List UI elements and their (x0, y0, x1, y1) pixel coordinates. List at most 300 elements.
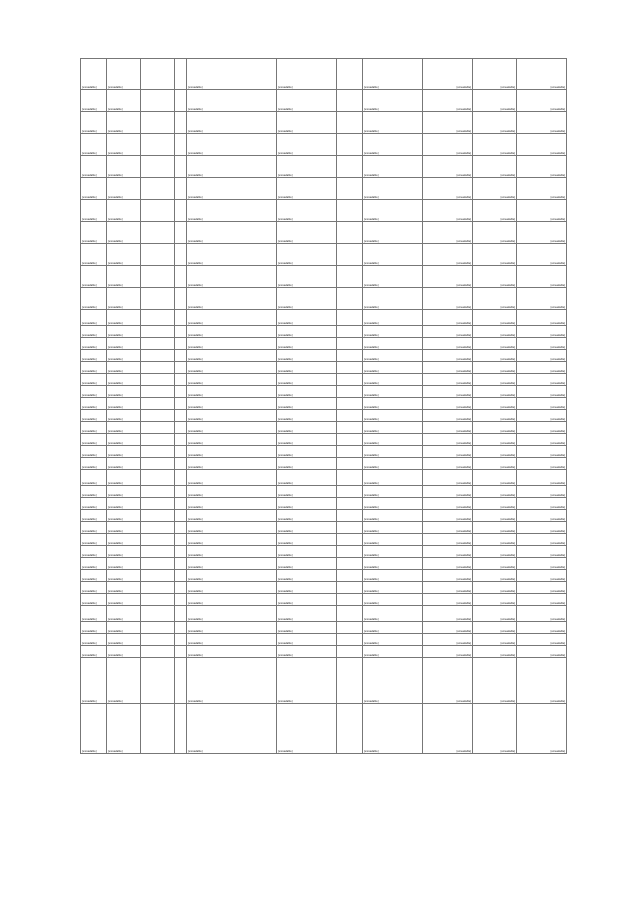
row-id: [unreadable] (81, 558, 107, 570)
row-id: [unreadable] (81, 534, 107, 546)
area: [unreadable] (423, 658, 473, 704)
sum: [unreadable] (517, 534, 567, 546)
rate: [unreadable] (473, 266, 517, 288)
table-row (81, 486, 567, 498)
row-id: [unreadable] (81, 90, 107, 112)
area: [unreadable] (423, 244, 473, 266)
empty-cell (337, 112, 363, 134)
empty-cell (337, 510, 363, 522)
empty-cell (175, 510, 187, 522)
empty-cell (175, 606, 187, 622)
empty-cell (141, 156, 175, 178)
rate: [unreadable] (473, 594, 517, 606)
row-id: [unreadable] (81, 410, 107, 422)
empty-cell (175, 634, 187, 646)
area: [unreadable] (423, 410, 473, 422)
sum: [unreadable] (517, 200, 567, 222)
land-category: [unreadable] (277, 59, 337, 90)
rate: [unreadable] (473, 546, 517, 558)
table-row (81, 338, 567, 350)
address: [unreadable] (187, 622, 277, 634)
address: [unreadable] (187, 244, 277, 266)
rate: [unreadable] (473, 582, 517, 594)
table-row (81, 374, 567, 386)
row-id: [unreadable] (81, 266, 107, 288)
cadastral-number: [unreadable] (107, 646, 141, 658)
row-id: [unreadable] (81, 470, 107, 486)
sum: [unreadable] (517, 326, 567, 338)
empty-cell (141, 570, 175, 582)
row-id: [unreadable] (81, 222, 107, 244)
rate: [unreadable] (473, 486, 517, 498)
row-id: [unreadable] (81, 326, 107, 338)
permitted-use: [unreadable] (363, 59, 423, 90)
row-id: [unreadable] (81, 244, 107, 266)
table-row (81, 288, 567, 310)
empty-cell (141, 498, 175, 510)
cadastral-number: [unreadable] (107, 398, 141, 410)
cadastral-number: [unreadable] (107, 606, 141, 622)
empty-cell (337, 244, 363, 266)
address: [unreadable] (187, 704, 277, 754)
sum: [unreadable] (517, 594, 567, 606)
cadastral-number: [unreadable] (107, 156, 141, 178)
sum: [unreadable] (517, 266, 567, 288)
empty-cell (337, 134, 363, 156)
empty-cell (175, 658, 187, 704)
empty-cell (175, 558, 187, 570)
permitted-use: [unreadable] (363, 570, 423, 582)
sum: [unreadable] (517, 458, 567, 470)
row-id: [unreadable] (81, 200, 107, 222)
land-category: [unreadable] (277, 410, 337, 422)
area: [unreadable] (423, 498, 473, 510)
row-id: [unreadable] (81, 338, 107, 350)
empty-cell (141, 510, 175, 522)
permitted-use: [unreadable] (363, 134, 423, 156)
land-category: [unreadable] (277, 350, 337, 362)
table-row (81, 704, 567, 754)
empty-cell (175, 534, 187, 546)
row-id: [unreadable] (81, 486, 107, 498)
row-id: [unreadable] (81, 374, 107, 386)
land-category: [unreadable] (277, 634, 337, 646)
rate: [unreadable] (473, 362, 517, 374)
empty-cell (337, 410, 363, 422)
cadastral-number: [unreadable] (107, 386, 141, 398)
rate: [unreadable] (473, 222, 517, 244)
permitted-use: [unreadable] (363, 606, 423, 622)
empty-cell (175, 398, 187, 410)
rate: [unreadable] (473, 398, 517, 410)
cadastral-number: [unreadable] (107, 59, 141, 90)
address: [unreadable] (187, 434, 277, 446)
sum: [unreadable] (517, 59, 567, 90)
cadastral-number: [unreadable] (107, 658, 141, 704)
rate: [unreadable] (473, 326, 517, 338)
sum: [unreadable] (517, 582, 567, 594)
row-id: [unreadable] (81, 59, 107, 90)
empty-cell (337, 606, 363, 622)
empty-cell (141, 434, 175, 446)
area: [unreadable] (423, 582, 473, 594)
area: [unreadable] (423, 594, 473, 606)
address: [unreadable] (187, 458, 277, 470)
empty-cell (141, 326, 175, 338)
table-row (81, 222, 567, 244)
empty-cell (175, 156, 187, 178)
table-row (81, 594, 567, 606)
area: [unreadable] (423, 570, 473, 582)
empty-cell (337, 546, 363, 558)
empty-cell (141, 178, 175, 200)
area: [unreadable] (423, 458, 473, 470)
address: [unreadable] (187, 634, 277, 646)
empty-cell (175, 446, 187, 458)
address: [unreadable] (187, 112, 277, 134)
sum: [unreadable] (517, 362, 567, 374)
rate: [unreadable] (473, 522, 517, 534)
address: [unreadable] (187, 59, 277, 90)
sum: [unreadable] (517, 90, 567, 112)
area: [unreadable] (423, 486, 473, 498)
row-id: [unreadable] (81, 446, 107, 458)
rate: [unreadable] (473, 90, 517, 112)
address: [unreadable] (187, 470, 277, 486)
cadastral-number: [unreadable] (107, 422, 141, 434)
area: [unreadable] (423, 422, 473, 434)
empty-cell (141, 410, 175, 422)
area: [unreadable] (423, 622, 473, 634)
area: [unreadable] (423, 704, 473, 754)
land-category: [unreadable] (277, 222, 337, 244)
empty-cell (141, 398, 175, 410)
cadastral-number: [unreadable] (107, 498, 141, 510)
area: [unreadable] (423, 178, 473, 200)
land-category: [unreadable] (277, 534, 337, 546)
permitted-use: [unreadable] (363, 646, 423, 658)
land-category: [unreadable] (277, 398, 337, 410)
row-id: [unreadable] (81, 398, 107, 410)
empty-cell (141, 338, 175, 350)
table-row (81, 534, 567, 546)
area: [unreadable] (423, 470, 473, 486)
table-row (81, 398, 567, 410)
rate: [unreadable] (473, 634, 517, 646)
empty-cell (175, 112, 187, 134)
empty-cell (141, 244, 175, 266)
cadastral-number: [unreadable] (107, 374, 141, 386)
cadastral-number: [unreadable] (107, 266, 141, 288)
empty-cell (337, 704, 363, 754)
address: [unreadable] (187, 498, 277, 510)
area: [unreadable] (423, 200, 473, 222)
rate: [unreadable] (473, 410, 517, 422)
rate: [unreadable] (473, 658, 517, 704)
area: [unreadable] (423, 606, 473, 622)
row-id: [unreadable] (81, 498, 107, 510)
empty-cell (141, 606, 175, 622)
row-id: [unreadable] (81, 134, 107, 156)
table-row (81, 178, 567, 200)
empty-cell (141, 522, 175, 534)
empty-cell (175, 582, 187, 594)
empty-cell (175, 288, 187, 310)
sum: [unreadable] (517, 434, 567, 446)
permitted-use: [unreadable] (363, 362, 423, 374)
rate: [unreadable] (473, 244, 517, 266)
permitted-use: [unreadable] (363, 410, 423, 422)
table-row (81, 59, 567, 90)
address: [unreadable] (187, 134, 277, 156)
empty-cell (141, 310, 175, 326)
land-category: [unreadable] (277, 326, 337, 338)
empty-cell (337, 374, 363, 386)
address: [unreadable] (187, 594, 277, 606)
permitted-use: [unreadable] (363, 398, 423, 410)
cadastral-number: [unreadable] (107, 582, 141, 594)
sum: [unreadable] (517, 546, 567, 558)
empty-cell (141, 458, 175, 470)
cadastral-number: [unreadable] (107, 434, 141, 446)
row-id: [unreadable] (81, 594, 107, 606)
address: [unreadable] (187, 266, 277, 288)
rate: [unreadable] (473, 134, 517, 156)
permitted-use: [unreadable] (363, 594, 423, 606)
table-row (81, 646, 567, 658)
land-category: [unreadable] (277, 558, 337, 570)
land-category: [unreadable] (277, 288, 337, 310)
permitted-use: [unreadable] (363, 458, 423, 470)
area: [unreadable] (423, 398, 473, 410)
land-category: [unreadable] (277, 458, 337, 470)
empty-cell (337, 646, 363, 658)
rate: [unreadable] (473, 534, 517, 546)
land-category: [unreadable] (277, 486, 337, 498)
empty-cell (337, 582, 363, 594)
rate: [unreadable] (473, 704, 517, 754)
sum: [unreadable] (517, 422, 567, 434)
empty-cell (141, 470, 175, 486)
empty-cell (337, 522, 363, 534)
sum: [unreadable] (517, 410, 567, 422)
empty-cell (141, 59, 175, 90)
row-id: [unreadable] (81, 458, 107, 470)
rate: [unreadable] (473, 470, 517, 486)
empty-cell (337, 570, 363, 582)
area: [unreadable] (423, 362, 473, 374)
permitted-use: [unreadable] (363, 156, 423, 178)
address: [unreadable] (187, 338, 277, 350)
row-id: [unreadable] (81, 178, 107, 200)
table-row (81, 570, 567, 582)
row-id: [unreadable] (81, 622, 107, 634)
empty-cell (141, 486, 175, 498)
empty-cell (141, 362, 175, 374)
sum: [unreadable] (517, 386, 567, 398)
address: [unreadable] (187, 398, 277, 410)
row-id: [unreadable] (81, 350, 107, 362)
empty-cell (141, 350, 175, 362)
cadastral-number: [unreadable] (107, 350, 141, 362)
area: [unreadable] (423, 288, 473, 310)
table-row (81, 470, 567, 486)
row-id: [unreadable] (81, 386, 107, 398)
table-row (81, 134, 567, 156)
address: [unreadable] (187, 446, 277, 458)
empty-cell (337, 338, 363, 350)
empty-cell (337, 558, 363, 570)
permitted-use: [unreadable] (363, 704, 423, 754)
empty-cell (337, 534, 363, 546)
permitted-use: [unreadable] (363, 534, 423, 546)
cadastral-number: [unreadable] (107, 622, 141, 634)
permitted-use: [unreadable] (363, 422, 423, 434)
address: [unreadable] (187, 646, 277, 658)
address: [unreadable] (187, 156, 277, 178)
cadastral-number: [unreadable] (107, 222, 141, 244)
row-id: [unreadable] (81, 634, 107, 646)
empty-cell (141, 658, 175, 704)
area: [unreadable] (423, 90, 473, 112)
land-category: [unreadable] (277, 134, 337, 156)
address: [unreadable] (187, 310, 277, 326)
address: [unreadable] (187, 178, 277, 200)
table-row (81, 386, 567, 398)
area: [unreadable] (423, 222, 473, 244)
land-category: [unreadable] (277, 570, 337, 582)
address: [unreadable] (187, 288, 277, 310)
empty-cell (175, 386, 187, 398)
area: [unreadable] (423, 326, 473, 338)
permitted-use: [unreadable] (363, 200, 423, 222)
permitted-use: [unreadable] (363, 498, 423, 510)
row-id: [unreadable] (81, 546, 107, 558)
table-row (81, 156, 567, 178)
rate: [unreadable] (473, 434, 517, 446)
area: [unreadable] (423, 374, 473, 386)
cadastral-number: [unreadable] (107, 134, 141, 156)
rate: [unreadable] (473, 558, 517, 570)
permitted-use: [unreadable] (363, 522, 423, 534)
cadastral-number: [unreadable] (107, 486, 141, 498)
empty-cell (175, 522, 187, 534)
sum: [unreadable] (517, 244, 567, 266)
land-category: [unreadable] (277, 704, 337, 754)
table-row (81, 200, 567, 222)
address: [unreadable] (187, 558, 277, 570)
empty-cell (337, 350, 363, 362)
cadastral-number: [unreadable] (107, 244, 141, 266)
permitted-use: [unreadable] (363, 112, 423, 134)
cadastral-number: [unreadable] (107, 534, 141, 546)
permitted-use: [unreadable] (363, 288, 423, 310)
empty-cell (141, 546, 175, 558)
permitted-use: [unreadable] (363, 90, 423, 112)
land-category: [unreadable] (277, 386, 337, 398)
table-row (81, 634, 567, 646)
sum: [unreadable] (517, 134, 567, 156)
land-category: [unreadable] (277, 338, 337, 350)
rate: [unreadable] (473, 350, 517, 362)
empty-cell (141, 582, 175, 594)
land-category: [unreadable] (277, 178, 337, 200)
empty-cell (175, 310, 187, 326)
land-category: [unreadable] (277, 646, 337, 658)
land-category: [unreadable] (277, 244, 337, 266)
area: [unreadable] (423, 266, 473, 288)
area: [unreadable] (423, 446, 473, 458)
sum: [unreadable] (517, 470, 567, 486)
permitted-use: [unreadable] (363, 582, 423, 594)
empty-cell (175, 594, 187, 606)
sum: [unreadable] (517, 178, 567, 200)
permitted-use: [unreadable] (363, 434, 423, 446)
sum: [unreadable] (517, 570, 567, 582)
cadastral-number: [unreadable] (107, 558, 141, 570)
permitted-use: [unreadable] (363, 222, 423, 244)
empty-cell (141, 266, 175, 288)
row-id: [unreadable] (81, 646, 107, 658)
empty-cell (141, 288, 175, 310)
sum: [unreadable] (517, 156, 567, 178)
empty-cell (175, 410, 187, 422)
permitted-use: [unreadable] (363, 338, 423, 350)
empty-cell (337, 422, 363, 434)
cadastral-number: [unreadable] (107, 470, 141, 486)
cadastral-number: [unreadable] (107, 410, 141, 422)
empty-cell (175, 434, 187, 446)
empty-cell (337, 446, 363, 458)
empty-cell (175, 244, 187, 266)
empty-cell (175, 458, 187, 470)
cadastral-number: [unreadable] (107, 446, 141, 458)
permitted-use: [unreadable] (363, 558, 423, 570)
rate: [unreadable] (473, 310, 517, 326)
address: [unreadable] (187, 410, 277, 422)
cadastral-number: [unreadable] (107, 310, 141, 326)
empty-cell (337, 156, 363, 178)
row-id: [unreadable] (81, 422, 107, 434)
row-id: [unreadable] (81, 156, 107, 178)
sum: [unreadable] (517, 338, 567, 350)
table-row (81, 510, 567, 522)
empty-cell (141, 634, 175, 646)
cadastral-number: [unreadable] (107, 570, 141, 582)
empty-cell (141, 558, 175, 570)
land-category: [unreadable] (277, 606, 337, 622)
rate: [unreadable] (473, 422, 517, 434)
cadastral-number: [unreadable] (107, 634, 141, 646)
table-row (81, 244, 567, 266)
row-id: [unreadable] (81, 434, 107, 446)
rate: [unreadable] (473, 498, 517, 510)
permitted-use: [unreadable] (363, 178, 423, 200)
empty-cell (175, 362, 187, 374)
permitted-use: [unreadable] (363, 446, 423, 458)
address: [unreadable] (187, 222, 277, 244)
empty-cell (337, 266, 363, 288)
land-plots-table (80, 58, 567, 754)
permitted-use: [unreadable] (363, 266, 423, 288)
cadastral-number: [unreadable] (107, 338, 141, 350)
permitted-use: [unreadable] (363, 374, 423, 386)
land-category: [unreadable] (277, 498, 337, 510)
sum: [unreadable] (517, 498, 567, 510)
sum: [unreadable] (517, 486, 567, 498)
empty-cell (175, 622, 187, 634)
empty-cell (141, 222, 175, 244)
